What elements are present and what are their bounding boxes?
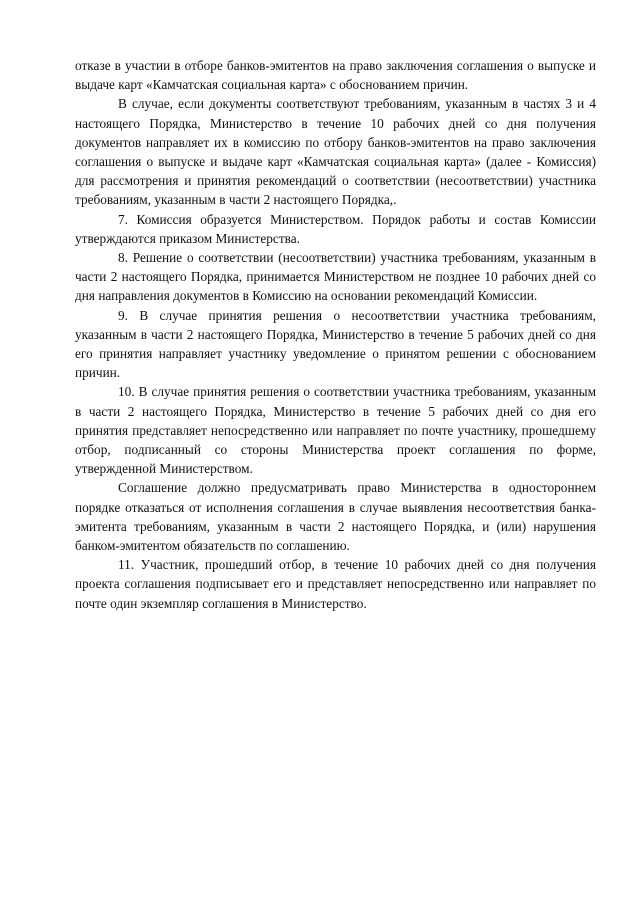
paragraph-continuation: отказе в участии в отборе банков-эмитентов на право заключения соглашения о выпуске и выдаче карт «Камчатская социальная карта» с обоснованием причин. (75, 58, 596, 93)
paragraph-9-noncompliance: 9. В случае принятия решения о несоответствии участника требованиям, указанным в части 2 настоящего Порядка, Министерство в течение 5 рабочих дней со дня его принятия направляет участнику уведомление о принятом решении с обоснованием причин. (75, 307, 596, 381)
paragraph-agreement-terms: Соглашение должно предусматривать право Министерства в одностороннем порядке отказаться от исполнения соглашения в случае выявления несоответствия банка-эмитента требованиям, указанным в части 2 настоящего Порядка, и (или) нарушения банком-эмитентом обязательств по соглашению. (75, 480, 596, 554)
paragraph-documents-compliance: В случае, если документы соответствуют требованиям, указанным в частях 3 и 4 настоящего Порядка, Министерство в течение 10 рабочих дней со дня получения документов направляет их в комиссию по отбору банков-эмитентов на право заключения соглашения о выпуске и выдаче карт «Камчатская социальная карта» (далее - Комиссия) для рассмотрения и принятия рекомендаций о соответствии (несоответствии) участника требованиям, указанным в части 2 настоящего Порядка,. (75, 96, 596, 208)
paragraph-7-commission: 7. Комиссия образуется Министерством. Порядок работы и состав Комиссии утверждаются приказом Министерства. (75, 211, 596, 246)
document-page (75, 56, 596, 613)
paragraph-11-participant: 11. Участник, прошедший отбор, в течение 10 рабочих дней со дня получения проекта соглашения подписывает его и представляет непосредственно или направляет по почте один экземпляр соглашения в Министерство. (75, 557, 596, 611)
paragraph-10-compliance: 10. В случае принятия решения о соответствии участника требованиям, указанным в части 2 настоящего Порядка, Министерство в течение 5 рабочих дней со дня его принятия представляет непосредственно или направляет по почте участнику, прошедшему отбор, подписанный со стороны Министерства проект соглашения по форме, утвержденной Министерством. (75, 384, 596, 477)
paragraph-8-decision: 8. Решение о соответствии (несоответствии) участника требованиям, указанным в части 2 настоящего Порядка, принимается Министерством не позднее 10 рабочих дней со дня направления документов в Комиссию на основании рекомендаций Комиссии. (75, 250, 596, 304)
